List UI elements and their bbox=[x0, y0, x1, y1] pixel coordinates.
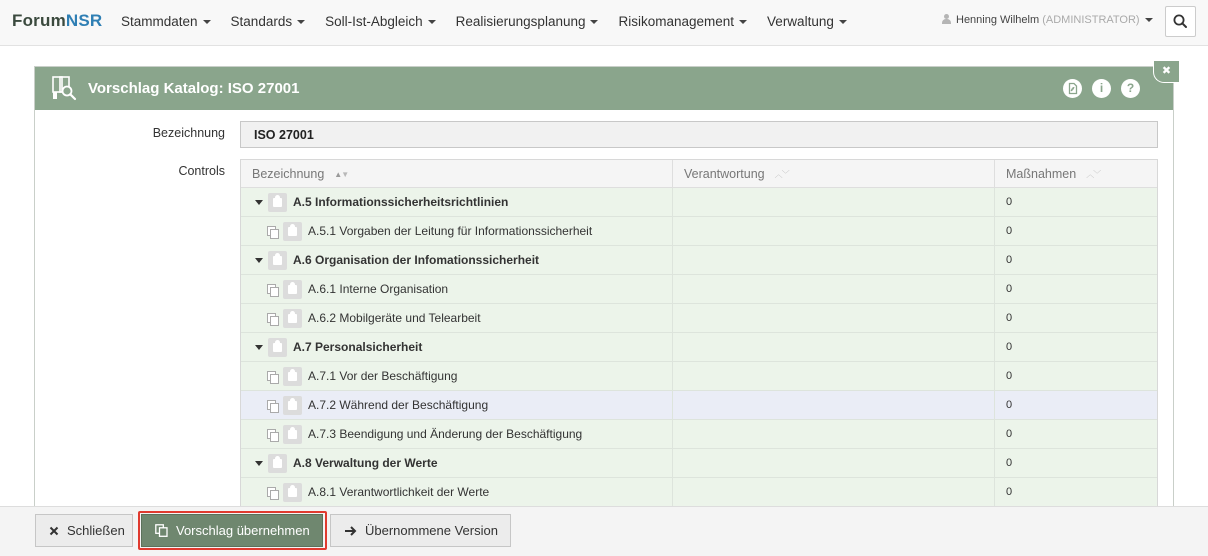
column-header-verantwortung[interactable] bbox=[673, 160, 995, 187]
sort-icon: ︿﹀ bbox=[774, 170, 789, 179]
responsibility-cell bbox=[673, 449, 995, 477]
measures-cell: 0 bbox=[1006, 370, 1013, 382]
name-label: Bezeichnung bbox=[152, 126, 225, 140]
responsibility-cell bbox=[673, 333, 995, 361]
info-button[interactable] bbox=[1092, 79, 1111, 98]
puzzle-icon bbox=[283, 222, 302, 241]
panel-close-button[interactable] bbox=[1153, 61, 1179, 83]
nav-risikomanagement[interactable] bbox=[618, 0, 747, 46]
control-label: A.8.1 Verantwortlichkeit der Werte bbox=[308, 485, 490, 499]
panel-title: Vorschlag Katalog: ISO 27001 bbox=[88, 80, 300, 97]
user-role: (ADMINISTRATOR) bbox=[1042, 14, 1140, 26]
caret-down-icon bbox=[297, 20, 305, 24]
user-menu[interactable] bbox=[942, 14, 1153, 26]
user-icon bbox=[942, 14, 951, 24]
adopted-version-button[interactable] bbox=[330, 514, 511, 547]
caret-down-icon bbox=[1145, 18, 1153, 22]
measures-cell: 0 bbox=[1006, 399, 1013, 411]
puzzle-icon bbox=[283, 483, 302, 502]
responsibility-cell bbox=[673, 362, 995, 390]
control-label: A.5 Informationssicherheitsrichtlinien bbox=[293, 195, 509, 209]
sort-asc-icon: ▲▼ bbox=[334, 170, 349, 179]
column-label: Bezeichnung bbox=[252, 167, 325, 181]
table-group-row[interactable] bbox=[241, 246, 1157, 275]
panel-header bbox=[35, 67, 1173, 110]
table-row[interactable] bbox=[241, 275, 1157, 304]
nav-label: Stammdaten bbox=[121, 14, 198, 29]
close-button[interactable] bbox=[35, 514, 133, 547]
nav-soll-ist-abgleich[interactable] bbox=[325, 0, 436, 46]
copy-icon bbox=[267, 226, 278, 237]
table-row[interactable] bbox=[241, 362, 1157, 391]
control-cell bbox=[241, 246, 673, 274]
table-row[interactable] bbox=[241, 478, 1157, 507]
search-icon bbox=[1166, 7, 1195, 36]
copy-icon bbox=[267, 371, 278, 382]
caret-down-icon bbox=[203, 20, 211, 24]
control-label: A.5.1 Vorgaben der Leitung für Informationssicherheit bbox=[308, 224, 593, 238]
nav-realisierungsplanung[interactable] bbox=[456, 0, 599, 46]
nav-standards[interactable] bbox=[231, 0, 306, 46]
table-row[interactable] bbox=[241, 391, 1157, 420]
accept-proposal-button[interactable] bbox=[141, 514, 323, 547]
nav-label: Standards bbox=[230, 14, 293, 29]
catalog-panel bbox=[34, 66, 1174, 506]
puzzle-icon bbox=[283, 280, 302, 299]
accept-button-label: Vorschlag übernehmen bbox=[176, 523, 310, 538]
control-cell bbox=[241, 333, 673, 361]
table-row[interactable] bbox=[241, 304, 1157, 333]
info-icon: i bbox=[1099, 81, 1104, 95]
pdf-icon bbox=[1063, 79, 1082, 98]
pdf-export-button[interactable] bbox=[1063, 79, 1082, 98]
user-name: Henning Wilhelm bbox=[956, 14, 1040, 26]
control-cell bbox=[241, 478, 673, 506]
table-row[interactable] bbox=[241, 217, 1157, 246]
collapse-toggle-icon[interactable] bbox=[255, 461, 263, 466]
help-button[interactable] bbox=[1121, 79, 1140, 98]
caret-down-icon bbox=[590, 20, 598, 24]
measures-cell: 0 bbox=[1006, 341, 1013, 353]
nav-label: Soll-Ist-Abgleich bbox=[325, 14, 423, 29]
table-body bbox=[241, 188, 1157, 507]
close-button-label: Schließen bbox=[67, 523, 125, 538]
responsibility-cell bbox=[673, 275, 995, 303]
measures-cell: 0 bbox=[1006, 225, 1013, 237]
column-label: Verantwortung bbox=[684, 167, 765, 181]
catalog-search-icon bbox=[51, 75, 77, 101]
responsibility-cell bbox=[673, 391, 995, 419]
puzzle-icon bbox=[268, 338, 287, 357]
control-cell bbox=[241, 188, 673, 216]
puzzle-icon bbox=[268, 193, 287, 212]
sort-icon: ︿﹀ bbox=[1086, 170, 1101, 179]
puzzle-icon bbox=[283, 367, 302, 386]
search-button[interactable] bbox=[1165, 6, 1196, 37]
controls-table bbox=[240, 159, 1158, 508]
brand-part-forum: Forum bbox=[12, 11, 66, 30]
control-label: A.6 Organisation der Infomationssicherheit bbox=[293, 253, 540, 267]
table-row[interactable] bbox=[241, 420, 1157, 449]
control-cell bbox=[241, 449, 673, 477]
measures-cell: 0 bbox=[1006, 312, 1013, 324]
controls-label: Controls bbox=[178, 164, 225, 178]
control-label: A.7.2 Während der Beschäftigung bbox=[308, 398, 489, 412]
control-label: A.6.1 Interne Organisation bbox=[308, 282, 449, 296]
measures-cell: 0 bbox=[1006, 196, 1013, 208]
control-cell bbox=[241, 391, 673, 419]
footer-toolbar bbox=[0, 506, 1208, 556]
nav-label: Risikomanagement bbox=[618, 14, 735, 29]
name-field: ISO 27001 bbox=[240, 121, 1158, 148]
responsibility-cell bbox=[673, 246, 995, 274]
responsibility-cell bbox=[673, 188, 995, 216]
measures-cell: 0 bbox=[1006, 457, 1013, 469]
nav-stammdaten[interactable] bbox=[121, 0, 211, 46]
caret-down-icon bbox=[839, 20, 847, 24]
measures-cell: 0 bbox=[1006, 254, 1013, 266]
responsibility-cell bbox=[673, 478, 995, 506]
control-cell bbox=[241, 304, 673, 332]
table-group-row[interactable] bbox=[241, 188, 1157, 217]
collapse-toggle-icon[interactable] bbox=[255, 258, 263, 263]
column-header-massnahmen[interactable] bbox=[995, 160, 1157, 187]
control-cell bbox=[241, 217, 673, 245]
copy-icon bbox=[267, 487, 278, 498]
measures-cell: 0 bbox=[1006, 283, 1013, 295]
control-label: A.7 Personalsicherheit bbox=[293, 340, 423, 354]
control-label: A.8 Verwaltung der Werte bbox=[293, 456, 438, 470]
measures-cell: 0 bbox=[1006, 428, 1013, 440]
nav-verwaltung[interactable] bbox=[767, 0, 847, 46]
main-menu bbox=[121, 0, 867, 46]
control-label: A.7.1 Vor der Beschäftigung bbox=[308, 369, 458, 383]
control-cell bbox=[241, 420, 673, 448]
puzzle-icon bbox=[283, 396, 302, 415]
copy-icon bbox=[155, 524, 168, 537]
copy-icon bbox=[267, 313, 278, 324]
arrow-right-icon bbox=[344, 525, 357, 537]
close-icon: ✖ bbox=[1161, 65, 1172, 77]
nav-label: Verwaltung bbox=[767, 14, 834, 29]
column-header-bezeichnung[interactable] bbox=[241, 160, 673, 187]
top-navbar bbox=[0, 0, 1208, 46]
caret-down-icon bbox=[428, 20, 436, 24]
table-header bbox=[241, 160, 1157, 188]
puzzle-icon bbox=[283, 425, 302, 444]
brand-logo[interactable] bbox=[12, 11, 102, 31]
nav-label: Realisierungsplanung bbox=[455, 14, 586, 29]
caret-down-icon bbox=[739, 20, 747, 24]
control-cell bbox=[241, 362, 673, 390]
collapse-toggle-icon[interactable] bbox=[255, 200, 263, 205]
puzzle-icon bbox=[268, 454, 287, 473]
measures-cell: 0 bbox=[1006, 486, 1013, 498]
control-label: A.6.2 Mobilgeräte und Telearbeit bbox=[308, 311, 481, 325]
puzzle-icon bbox=[283, 309, 302, 328]
copy-icon bbox=[267, 400, 278, 411]
responsibility-cell bbox=[673, 304, 995, 332]
close-icon bbox=[49, 526, 59, 536]
help-icon: ? bbox=[1126, 81, 1135, 95]
copy-icon bbox=[267, 429, 278, 440]
control-cell bbox=[241, 275, 673, 303]
responsibility-cell bbox=[673, 420, 995, 448]
table-group-row[interactable] bbox=[241, 449, 1157, 478]
puzzle-icon bbox=[268, 251, 287, 270]
brand-part-nsr: NSR bbox=[65, 11, 103, 30]
version-button-label: Übernommene Version bbox=[365, 523, 498, 538]
column-label: Maßnahmen bbox=[1006, 167, 1077, 181]
control-label: A.7.3 Beendigung und Änderung der Beschäftigung bbox=[308, 427, 583, 441]
collapse-toggle-icon[interactable] bbox=[255, 345, 263, 350]
responsibility-cell bbox=[673, 217, 995, 245]
table-group-row[interactable] bbox=[241, 333, 1157, 362]
copy-icon bbox=[267, 284, 278, 295]
